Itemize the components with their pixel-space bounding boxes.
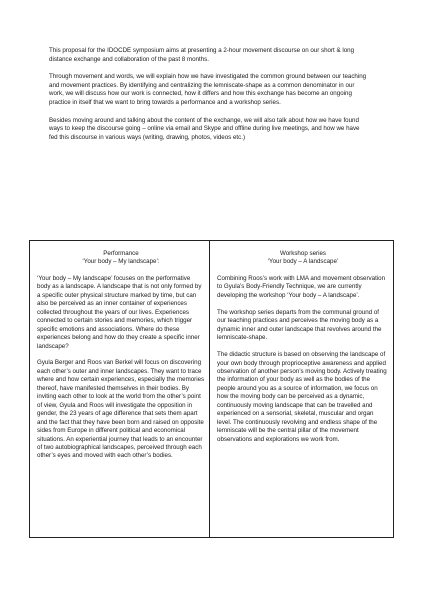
workshop-header	[217, 250, 389, 267]
intro-paragraph: Besides moving around and talking about the content of the exchange, we will also talk about how we have found ways to keep the discourse going – online via email and Skype and offline during live meetings, and how we have fed this discourse in various ways (writing, drawing, photos, videos etc.)	[49, 116, 360, 141]
workshop-column	[210, 241, 393, 537]
intro-section	[49, 47, 369, 151]
performance-column	[30, 241, 210, 537]
performance-subheading: ‘Your body – My landscape’:	[82, 258, 160, 266]
workshop-paragraph: Combining Roos’s work with LMA and movement observation to Gyula’s Body-Friendly Technique, we are currently developing the workshop ‘Your body – A landscape’.	[217, 274, 386, 299]
proposal-table	[29, 240, 394, 538]
workshop-subheading: ‘Your body – A landscape’	[267, 258, 339, 266]
workshop-paragraph: The workshop series departs from the communal ground of our teaching practices and perceives the moving body as a dynamic inner and outer landscape that revolves around the lemniscate-shape.	[217, 308, 382, 342]
performance-paragraph: ‘Your body – My landscape’ focuses on the performative body as a landscape. A landscape that is not only formed by a specific outer physical structure marked by time, but can also be perceived as an inner container of experiences collected throughout the years of our lives. Experiences connected to certain stories and memories, which trigger specific emotions and associations. Where do these experiences belong and how do they create a specific inner landscape?	[37, 274, 202, 350]
performance-heading: Performance	[103, 250, 139, 257]
intro-paragraph: Through movement and words, we will explain how we have investigated the common ground between our teaching and movement practices. By identifying and centralizing the lemniscate-shape as a common denominator in our work, we will discuss how our work is connected, how it differs and how this exchange has become an ongoing practice in itself that we want to bring towards a performance and a workshop series.	[49, 73, 367, 106]
workshop-heading: Workshop series	[280, 250, 326, 257]
performance-header	[37, 250, 205, 267]
intro-paragraph: This proposal for the IDOCDE symposium aims at presenting a 2-hour movement discourse on our short & long distance exchange and collaboration of the past 8 months.	[49, 47, 355, 63]
performance-paragraph: Gyula Berger and Roos van Berkel will focus on discovering each other’s outer and inner landscapes. They want to trace where and how certain experiences, especially the memories thereof, have manifested themselves in their bodies. By inviting each other to look at the world from the other’s point of view, Gyula and Roos will investigate the opposition in gender, the 23 years of age difference that sets them apart and the fact that they have been born and raised on opposite sides from Europe in different political and economical situations. An experiential journey that leads to an encounter of two autobiographical landscapes, perceived through each other’s eyes and moved with each other’s bodies.	[37, 359, 205, 460]
workshop-paragraph: The didactic structure is based on observing the landscape of your own body through proprioceptive awareness and applied observation of another person’s moving body. Actively treating the information of your body as well as the bodies of the people around you as a source of information, we focus on how the moving body can be perceived as a dynamic, continuously moving landscape that can be travelled and experienced on a sensorial, skeletal, muscular and organ level. The continuously revolving and endless shape of the lemniscate will be the central pillar of the movement observations and explorations we work from.	[217, 351, 387, 443]
